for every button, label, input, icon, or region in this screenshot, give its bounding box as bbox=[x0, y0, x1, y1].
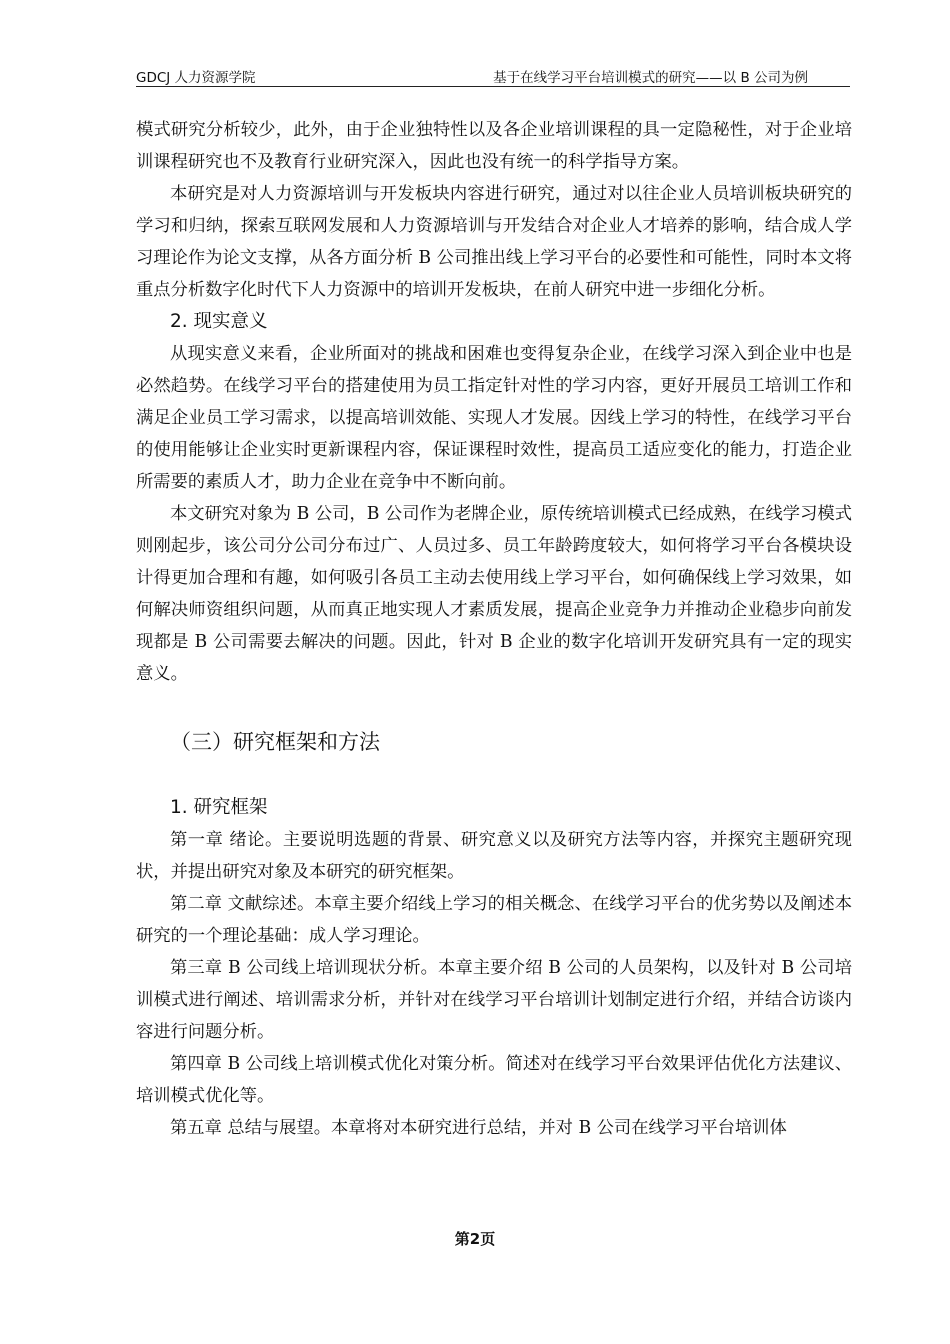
page-body bbox=[136, 114, 852, 1144]
paragraph-practical-significance: 从现实意义来看，企业所面对的挑战和困难也变得复杂企业，在线学习深入到企业中也是必然趋势。在线学习平台的搭建使用为员工指定针对性的学习内容，更好开展员工培训工作和满足企业员工学习需求，以提高培训效能、实现人才发展。因线上学习的特性，在线学习平台的使用能够让企业实时更新课程内容，保证课程时效性，提高员工适应变化的能力，打造企业所需要的素质人才，助力企业在竞争中不断向前。 bbox=[136, 344, 852, 492]
section-heading-framework-methods: （三）研究框架和方法 bbox=[170, 730, 380, 754]
header-institution: GDCJ 人力资源学院 bbox=[136, 70, 256, 86]
heading-practical-significance: 2. 现实意义 bbox=[170, 311, 268, 332]
chapter-2-summary: 第二章 文献综述。本章主要介绍线上学习的相关概念、在线学习平台的优劣势以及阐述本研究的一个理论基础：成人学习理论。 bbox=[136, 894, 852, 946]
chapter-3-summary: 第三章 B 公司线上培训现状分析。本章主要介绍 B 公司的人员架构，以及针对 B 公司培训模式进行阐述、培训需求分析，并针对在线学习平台培训计划制定进行介绍，并结合访谈内容进行问题分析。 bbox=[136, 958, 852, 1042]
header-thesis-title: 基于在线学习平台培训模式的研究——以 B 公司为例 bbox=[493, 70, 808, 86]
page-header bbox=[136, 64, 850, 87]
paragraph-continuation: 模式研究分析较少，此外，由于企业独特性以及各企业培训课程的具一定隐秘性，对于企业培训课程研究也不及教育行业研究深入，因此也没有统一的科学指导方案。 bbox=[136, 120, 852, 172]
chapter-1-summary: 第一章 绪论。主要说明选题的背景、研究意义以及研究方法等内容，并探究主题研究现状，并提出研究对象及本研究的研究框架。 bbox=[136, 830, 852, 882]
heading-research-framework: 1. 研究框架 bbox=[170, 797, 268, 818]
chapter-4-summary: 第四章 B 公司线上培训模式优化对策分析。简述对在线学习平台效果评估优化方法建议、培训模式优化等。 bbox=[136, 1054, 852, 1106]
page-number: 第2页 bbox=[454, 1230, 496, 1248]
chapter-5-summary: 第五章 总结与展望。本章将对本研究进行总结，并对 B 公司在线学习平台培训体 bbox=[170, 1118, 787, 1138]
paragraph-theoretical-significance: 本研究是对人力资源培训与开发板块内容进行研究，通过对以往企业人员培训板块研究的学习和归纳，探索互联网发展和人力资源培训与开发结合对企业人才培养的影响，结合成人学习理论作为论文支撑，从各方面分析 B 公司推出线上学习平台的必要性和可能性，同时本文将重点分析数字化时代下人力资源中的培训开发板块，在前人研究中进一步细化分析。 bbox=[136, 184, 852, 300]
paragraph-research-object: 本文研究对象为 B 公司，B 公司作为老牌企业，原传统培训模式已经成熟，在线学习模式则刚起步，该公司分公司分布过广、人员过多、员工年龄跨度较大，如何将学习平台各模块设计得更加合理和有趣，如何吸引各员工主动去使用线上学习平台，如何确保线上学习效果，如何解决师资组织问题，从而真正地实现人才素质发展，提高企业竞争力并推动企业稳步向前发现都是 B 公司需要去解决的问题。因此，针对 B 企业的数字化培训开发研究具有一定的现实意义。 bbox=[136, 504, 852, 684]
